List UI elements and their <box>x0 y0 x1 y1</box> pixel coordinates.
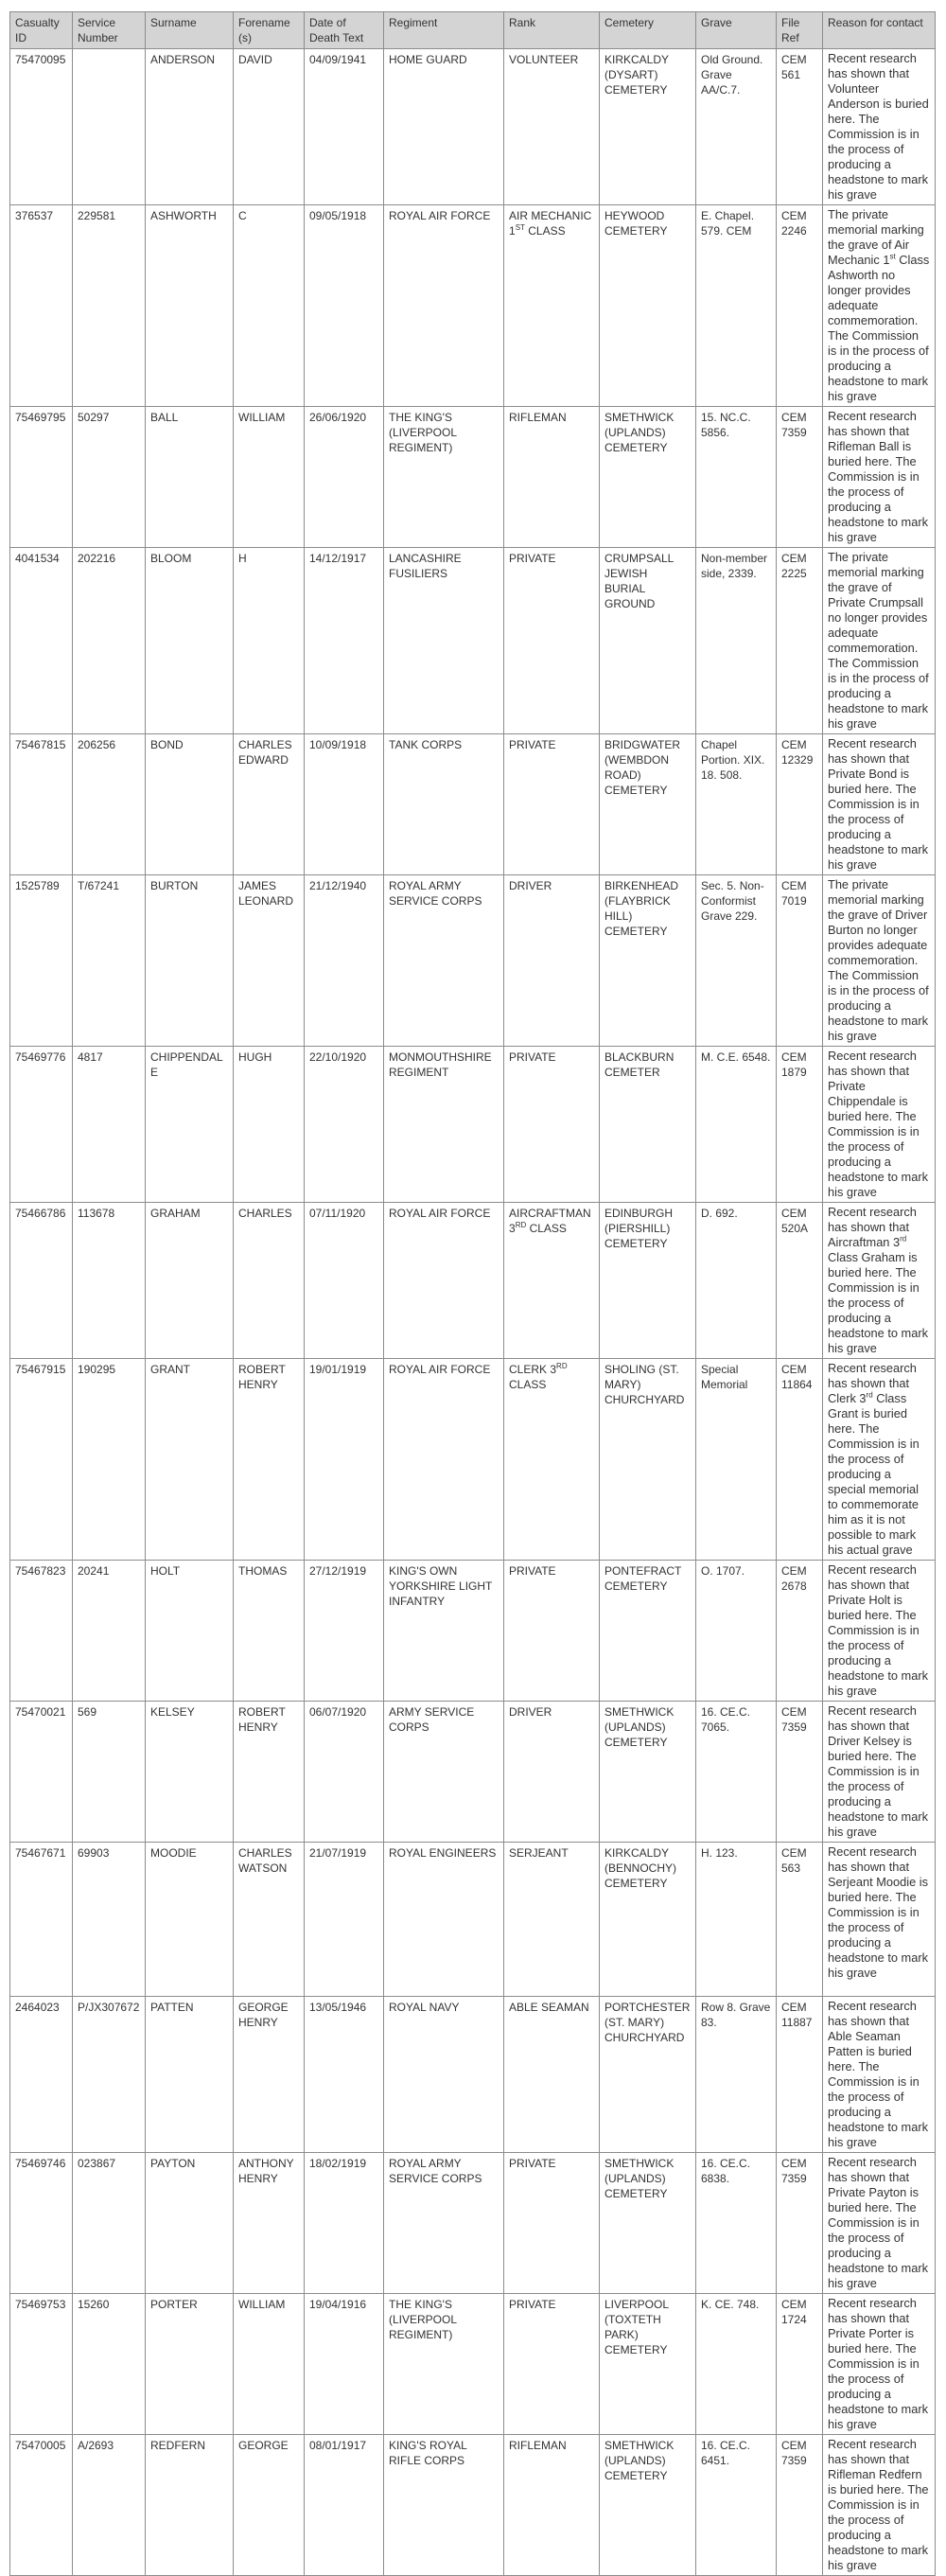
service-number-cell: 20241 <box>73 1561 146 1702</box>
casualty-id-cell: 75470021 <box>10 1702 73 1843</box>
rank-cell: PRIVATE <box>504 1047 600 1203</box>
reason-cell: Recent research has shown that Driver Kelsey is buried here. The Commission is in the process of producing a headstone to mark his grave <box>823 1702 936 1843</box>
rank-cell: PRIVATE <box>504 2294 600 2435</box>
reason-cell: The private memorial marking the grave of Air Mechanic 1st Class Ashworth no longer provides adequate commemoration. The Commission is in the process of producing a headstone to mark his grave <box>823 205 936 407</box>
cemetery-cell: BLACKBURN CEMETER <box>600 1047 696 1203</box>
casualty-id-cell: 75469776 <box>10 1047 73 1203</box>
table-row <box>10 1561 936 1702</box>
grave-cell: 15. NC.C. 5856. <box>696 407 777 548</box>
service-number-cell: 569 <box>73 1702 146 1843</box>
file-ref-cell: CEM 7359 <box>777 2153 823 2294</box>
regiment-cell: ROYAL AIR FORCE <box>384 205 504 407</box>
reason-cell: Recent research has shown that Volunteer Anderson is buried here. The Commission is in the process of producing a headstone to mark his grave <box>823 49 936 205</box>
regiment-cell: HOME GUARD <box>384 49 504 205</box>
surname-cell: PORTER <box>146 2294 234 2435</box>
date-of-death-cell: 06/07/1920 <box>305 1702 384 1843</box>
regiment-cell: ROYAL ARMY SERVICE CORPS <box>384 2153 504 2294</box>
surname-cell: REDFERN <box>146 2435 234 2576</box>
surname-cell: MOODIE <box>146 1843 234 1997</box>
table-row <box>10 875 936 1047</box>
service-number-cell: 229581 <box>73 205 146 407</box>
surname-cell: ASHWORTH <box>146 205 234 407</box>
reason-cell: Recent research has shown that Serjeant Moodie is buried here. The Commission is in the process of producing a headstone to mark his grave <box>823 1843 936 1997</box>
cemetery-cell: BRIDGWATER (WEMBDON ROAD) CEMETERY <box>600 734 696 875</box>
cemetery-cell: KIRKCALDY (BENNOCHY) CEMETERY <box>600 1843 696 1997</box>
date-of-death-cell: 21/07/1919 <box>305 1843 384 1997</box>
cemetery-cell: EDINBURGH (PIERSHILL) CEMETERY <box>600 1203 696 1359</box>
grave-cell: K. CE. 748. <box>696 2294 777 2435</box>
file-ref-cell: CEM 2225 <box>777 548 823 734</box>
table-row <box>10 1843 936 1997</box>
reason-cell: Recent research has shown that Rifleman Redfern is buried here. The Commission is in the process of producing a headstone to mark his grave <box>823 2435 936 2576</box>
table-row <box>10 2294 936 2435</box>
date-of-death-cell: 22/10/1920 <box>305 1047 384 1203</box>
header-forenames: Forename (s) <box>234 12 305 49</box>
date-of-death-cell: 14/12/1917 <box>305 548 384 734</box>
regiment-cell: TANK CORPS <box>384 734 504 875</box>
header-grave: Grave <box>696 12 777 49</box>
regiment-cell: KING'S ROYAL RIFLE CORPS <box>384 2435 504 2576</box>
grave-cell: E. Chapel. 579. CEM <box>696 205 777 407</box>
forename-cell: WILLIAM <box>234 2294 305 2435</box>
regiment-cell: ARMY SERVICE CORPS <box>384 1702 504 1843</box>
service-number-cell: 023867 <box>73 2153 146 2294</box>
file-ref-cell: CEM 11864 <box>777 1359 823 1561</box>
service-number-cell: 206256 <box>73 734 146 875</box>
forename-cell: ANTHONY HENRY <box>234 2153 305 2294</box>
rank-cell: RIFLEMAN <box>504 407 600 548</box>
grave-cell: 16. CE.C. 6838. <box>696 2153 777 2294</box>
casualty-id-cell: 376537 <box>10 205 73 407</box>
forename-cell: CHARLES WATSON <box>234 1843 305 1997</box>
table-row <box>10 1047 936 1203</box>
rank-cell: AIRCRAFTMAN 3RD CLASS <box>504 1203 600 1359</box>
grave-cell: Sec. 5. Non-Conformist Grave 229. <box>696 875 777 1047</box>
rank-cell: PRIVATE <box>504 1561 600 1702</box>
file-ref-cell: CEM 520A <box>777 1203 823 1359</box>
file-ref-cell: CEM 7019 <box>777 875 823 1047</box>
header-rank: Rank <box>504 12 600 49</box>
surname-cell: PAYTON <box>146 2153 234 2294</box>
regiment-cell: THE KING'S (LIVERPOOL REGIMENT) <box>384 407 504 548</box>
table-row <box>10 1203 936 1359</box>
surname-cell: BOND <box>146 734 234 875</box>
cemetery-cell: SMETHWICK (UPLANDS) CEMETERY <box>600 407 696 548</box>
casualty-id-cell: 75466786 <box>10 1203 73 1359</box>
reason-cell: Recent research has shown that Able Seaman Patten is buried here. The Commission is in the process of producing a headstone to mark his grave <box>823 1997 936 2153</box>
regiment-cell: THE KING'S (LIVERPOOL REGIMENT) <box>384 2294 504 2435</box>
rank-cell: AIR MECHANIC 1ST CLASS <box>504 205 600 407</box>
regiment-cell: ROYAL AIR FORCE <box>384 1203 504 1359</box>
table-row <box>10 734 936 875</box>
reason-cell: Recent research has shown that Private Chippendale is buried here. The Commission is in the process of producing a headstone to mark his grave <box>823 1047 936 1203</box>
casualty-id-cell: 2464023 <box>10 1997 73 2153</box>
table-row <box>10 548 936 734</box>
surname-cell: CHIPPENDALE <box>146 1047 234 1203</box>
rank-cell: DRIVER <box>504 875 600 1047</box>
reason-cell: Recent research has shown that Private Porter is buried here. The Commission is in the process of producing a headstone to mark his grave <box>823 2294 936 2435</box>
reason-cell: Recent research has shown that Rifleman Ball is buried here. The Commission is in the process of producing a headstone to mark his grave <box>823 407 936 548</box>
service-number-cell: 50297 <box>73 407 146 548</box>
grave-cell: Row 8. Grave 83. <box>696 1997 777 2153</box>
regiment-cell: KING'S OWN YORKSHIRE LIGHT INFANTRY <box>384 1561 504 1702</box>
surname-cell: KELSEY <box>146 1702 234 1843</box>
date-of-death-cell: 04/09/1941 <box>305 49 384 205</box>
service-number-cell: 15260 <box>73 2294 146 2435</box>
casualty-id-cell: 75467671 <box>10 1843 73 1997</box>
header-file-ref: File Ref <box>777 12 823 49</box>
casualty-id-cell: 75467915 <box>10 1359 73 1561</box>
cemetery-cell: PORTCHESTER (ST. MARY) CHURCHYARD <box>600 1997 696 2153</box>
casualty-id-cell: 75469753 <box>10 2294 73 2435</box>
casualty-id-cell: 75467815 <box>10 734 73 875</box>
service-number-cell: A/2693 <box>73 2435 146 2576</box>
file-ref-cell: CEM 11887 <box>777 1997 823 2153</box>
rank-cell: ABLE SEAMAN <box>504 1997 600 2153</box>
reason-cell: Recent research has shown that Clerk 3rd Class Grant is buried here. The Commission is in the process of producing a special memorial to commemorate him as it is not possible to mark his actual grave <box>823 1359 936 1561</box>
service-number-cell <box>73 49 146 205</box>
regiment-cell: ROYAL AIR FORCE <box>384 1359 504 1561</box>
casualty-id-cell: 75469746 <box>10 2153 73 2294</box>
cemetery-cell: PONTEFRACT CEMETERY <box>600 1561 696 1702</box>
date-of-death-cell: 19/04/1916 <box>305 2294 384 2435</box>
surname-cell: ANDERSON <box>146 49 234 205</box>
cemetery-cell: SMETHWICK (UPLANDS) CEMETERY <box>600 1702 696 1843</box>
file-ref-cell: CEM 2246 <box>777 205 823 407</box>
date-of-death-cell: 19/01/1919 <box>305 1359 384 1561</box>
date-of-death-cell: 07/11/1920 <box>305 1203 384 1359</box>
service-number-cell: 4817 <box>73 1047 146 1203</box>
cemetery-cell: SMETHWICK (UPLANDS) CEMETERY <box>600 2435 696 2576</box>
cemetery-cell: HEYWOOD CEMETERY <box>600 205 696 407</box>
header-casualty-id: Casualty ID <box>10 12 73 49</box>
cemetery-cell: KIRKCALDY (DYSART) CEMETERY <box>600 49 696 205</box>
surname-cell: BALL <box>146 407 234 548</box>
reason-cell: The private memorial marking the grave of Driver Burton no longer provides adequate commemoration. The Commission is in the process of producing a headstone to mark his grave <box>823 875 936 1047</box>
rank-cell: CLERK 3RD CLASS <box>504 1359 600 1561</box>
grave-cell: Old Ground. Grave AA/C.7. <box>696 49 777 205</box>
date-of-death-cell: 21/12/1940 <box>305 875 384 1047</box>
table-row <box>10 49 936 205</box>
rank-cell: SERJEANT <box>504 1843 600 1997</box>
table-row <box>10 205 936 407</box>
file-ref-cell: CEM 561 <box>777 49 823 205</box>
rank-cell: DRIVER <box>504 1702 600 1843</box>
file-ref-cell: CEM 2678 <box>777 1561 823 1702</box>
rank-cell: PRIVATE <box>504 734 600 875</box>
surname-cell: GRAHAM <box>146 1203 234 1359</box>
forename-cell: HUGH <box>234 1047 305 1203</box>
forename-cell: THOMAS <box>234 1561 305 1702</box>
reason-cell: Recent research has shown that Private Bond is buried here. The Commission is in the process of producing a headstone to mark his grave <box>823 734 936 875</box>
file-ref-cell: CEM 7359 <box>777 2435 823 2576</box>
grave-cell: 16. CE.C. 6451. <box>696 2435 777 2576</box>
casualty-id-cell: 75470095 <box>10 49 73 205</box>
grave-cell: H. 123. <box>696 1843 777 1997</box>
forename-cell: GEORGE <box>234 2435 305 2576</box>
service-number-cell: P/JX307672 <box>73 1997 146 2153</box>
date-of-death-cell: 27/12/1919 <box>305 1561 384 1702</box>
service-number-cell: 113678 <box>73 1203 146 1359</box>
cemetery-cell: LIVERPOOL (TOXTETH PARK) CEMETERY <box>600 2294 696 2435</box>
cemetery-cell: BIRKENHEAD (FLAYBRICK HILL) CEMETERY <box>600 875 696 1047</box>
reason-cell: Recent research has shown that Private Payton is buried here. The Commission is in the process of producing a headstone to mark his grave <box>823 2153 936 2294</box>
date-of-death-cell: 09/05/1918 <box>305 205 384 407</box>
rank-cell: VOLUNTEER <box>504 49 600 205</box>
forename-cell: GEORGE HENRY <box>234 1997 305 2153</box>
date-of-death-cell: 08/01/1917 <box>305 2435 384 2576</box>
forename-cell: C <box>234 205 305 407</box>
surname-cell: BLOOM <box>146 548 234 734</box>
header-service-number: Service Number <box>73 12 146 49</box>
surname-cell: GRANT <box>146 1359 234 1561</box>
file-ref-cell: CEM 7359 <box>777 1702 823 1843</box>
table-row <box>10 407 936 548</box>
forename-cell: ROBERT HENRY <box>234 1702 305 1843</box>
rank-cell: PRIVATE <box>504 548 600 734</box>
rank-cell: PRIVATE <box>504 2153 600 2294</box>
cemetery-cell: CRUMPSALL JEWISH BURIAL GROUND <box>600 548 696 734</box>
grave-cell: M. C.E. 6548. <box>696 1047 777 1203</box>
forename-cell: CHARLES EDWARD <box>234 734 305 875</box>
file-ref-cell: CEM 1724 <box>777 2294 823 2435</box>
regiment-cell: ROYAL ENGINEERS <box>384 1843 504 1997</box>
cemetery-cell: SMETHWICK (UPLANDS) CEMETERY <box>600 2153 696 2294</box>
table-row <box>10 1359 936 1561</box>
date-of-death-cell: 10/09/1918 <box>305 734 384 875</box>
casualty-id-cell: 75469795 <box>10 407 73 548</box>
header-surname: Surname <box>146 12 234 49</box>
regiment-cell: ROYAL NAVY <box>384 1997 504 2153</box>
header-regiment: Regiment <box>384 12 504 49</box>
file-ref-cell: CEM 1879 <box>777 1047 823 1203</box>
service-number-cell: 69903 <box>73 1843 146 1997</box>
file-ref-cell: CEM 12329 <box>777 734 823 875</box>
forename-cell: DAVID <box>234 49 305 205</box>
surname-cell: BURTON <box>146 875 234 1047</box>
header-reason: Reason for contact <box>823 12 936 49</box>
date-of-death-cell: 26/06/1920 <box>305 407 384 548</box>
reason-cell: The private memorial marking the grave of Private Crumpsall no longer provides adequate commemoration. The Commission is in the process of producing a headstone to mark his grave <box>823 548 936 734</box>
forename-cell: H <box>234 548 305 734</box>
header-date-of-death: Date of Death Text <box>305 12 384 49</box>
grave-cell: 16. CE.C. 7065. <box>696 1702 777 1843</box>
surname-cell: HOLT <box>146 1561 234 1702</box>
regiment-cell: ROYAL ARMY SERVICE CORPS <box>384 875 504 1047</box>
casualty-id-cell: 1525789 <box>10 875 73 1047</box>
table-row <box>10 2435 936 2576</box>
service-number-cell: 202216 <box>73 548 146 734</box>
forename-cell: WILLIAM <box>234 407 305 548</box>
table-row <box>10 1702 936 1843</box>
forename-cell: JAMES LEONARD <box>234 875 305 1047</box>
surname-cell: PATTEN <box>146 1997 234 2153</box>
grave-cell: O. 1707. <box>696 1561 777 1702</box>
casualty-table <box>9 11 936 2576</box>
date-of-death-cell: 13/05/1946 <box>305 1997 384 2153</box>
forename-cell: CHARLES <box>234 1203 305 1359</box>
date-of-death-cell: 18/02/1919 <box>305 2153 384 2294</box>
grave-cell: Non-member side, 2339. <box>696 548 777 734</box>
casualty-id-cell: 75467823 <box>10 1561 73 1702</box>
grave-cell: Chapel Portion. XIX. 18. 508. <box>696 734 777 875</box>
file-ref-cell: CEM 563 <box>777 1843 823 1997</box>
rank-cell: RIFLEMAN <box>504 2435 600 2576</box>
grave-cell: Special Memorial <box>696 1359 777 1561</box>
reason-cell: Recent research has shown that Private Holt is buried here. The Commission is in the process of producing a headstone to mark his grave <box>823 1561 936 1702</box>
table-row <box>10 2153 936 2294</box>
table-row <box>10 1997 936 2153</box>
cemetery-cell: SHOLING (ST. MARY) CHURCHYARD <box>600 1359 696 1561</box>
header-row <box>10 12 936 49</box>
forename-cell: ROBERT HENRY <box>234 1359 305 1561</box>
regiment-cell: MONMOUTHSHIRE REGIMENT <box>384 1047 504 1203</box>
casualty-id-cell: 75470005 <box>10 2435 73 2576</box>
header-cemetery: Cemetery <box>600 12 696 49</box>
service-number-cell: 190295 <box>73 1359 146 1561</box>
file-ref-cell: CEM 7359 <box>777 407 823 548</box>
reason-cell: Recent research has shown that Aircraftman 3rd Class Graham is buried here. The Commission is in the process of producing a headstone to mark his grave <box>823 1203 936 1359</box>
casualty-id-cell: 4041534 <box>10 548 73 734</box>
grave-cell: D. 692. <box>696 1203 777 1359</box>
regiment-cell: LANCASHIRE FUSILIERS <box>384 548 504 734</box>
service-number-cell: T/67241 <box>73 875 146 1047</box>
